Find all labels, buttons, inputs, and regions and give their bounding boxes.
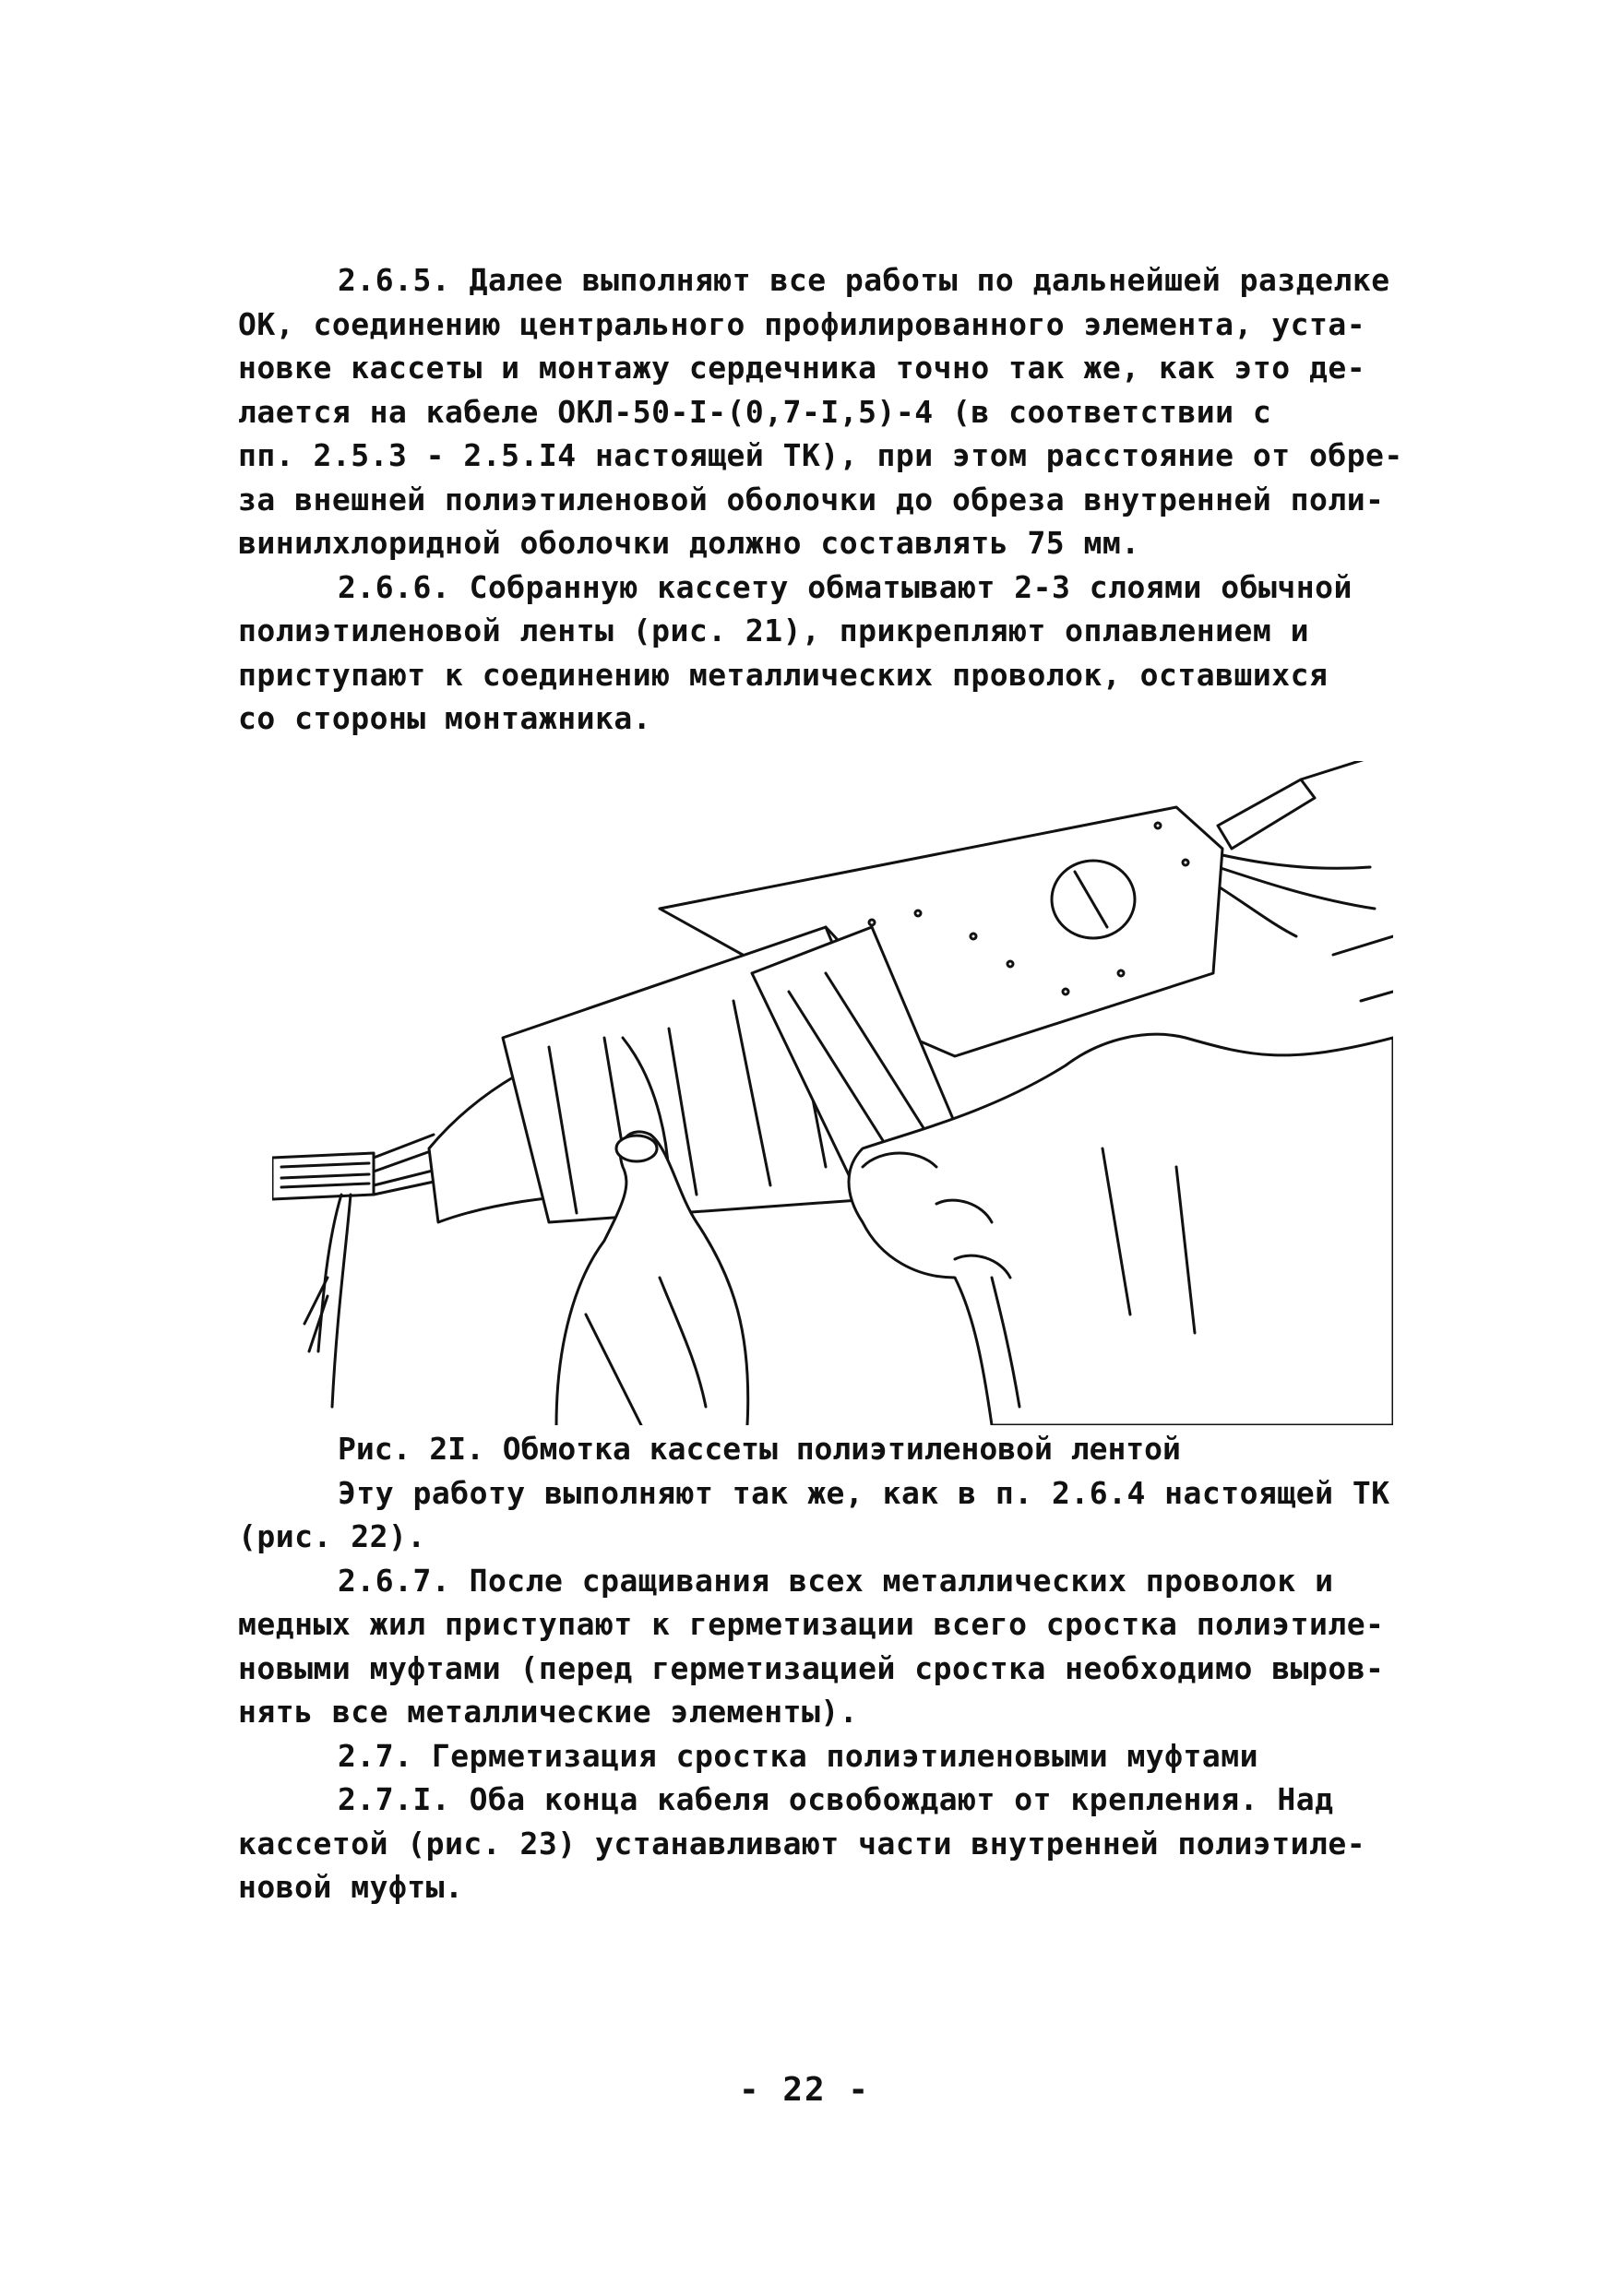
text-line: нять все металлические элементы). — [238, 1694, 859, 1730]
text-line: лается на кабеле ОКЛ-50-I-(0,7-I,5)-4 (в соответствии с — [238, 393, 1272, 430]
text-line: новыми муфтами (перед герметизацией сростка необходимо выров- — [238, 1649, 1385, 1686]
section-heading-2-7 — [238, 1734, 1393, 1779]
text-line: пп. 2.5.3 - 2.5.I4 настоящей ТК), при этом расстояние от обре- — [238, 437, 1403, 473]
text-line: кассетой (рис. 23) устанавливают части внутренней полиэтиле- — [238, 1825, 1366, 1862]
text-line: медных жил приступают к герметизации всего сростка полиэтиле- — [238, 1606, 1385, 1642]
text-line: за внешней полиэтиленовой оболочки до обреза внутренней поли- — [238, 481, 1385, 517]
text-line: 2.6.7. После сращивания всех металлических проволок и — [338, 1562, 1334, 1599]
text-line: 2.6.6. Собранную кассету обматывают 2-3 слоями обычной — [338, 568, 1353, 605]
text-line: полиэтиленовой ленты (рис. 21), прикрепляют оплавлением и — [238, 613, 1309, 648]
text-line: 2.6.5. Далее выполняют все работы по дальнейшей разделке — [338, 262, 1390, 298]
paragraph-2-6-7 — [238, 1559, 1393, 1734]
paragraph-continuation — [238, 1471, 1393, 1559]
text-line: 2.7. Герметизация сростка полиэтиленовыми муфтами — [338, 1737, 1259, 1774]
cassette-wrapping-illustration — [272, 761, 1393, 1425]
page-number: - 22 - — [738, 2071, 871, 2109]
text-line: приступают к соединению металлических проволок, оставшихся — [238, 656, 1329, 693]
text-line: новке кассеты и монтажу сердечника точно так же, как это де- — [238, 350, 1366, 386]
text-line: 2.7.I. Оба конца кабеля освобождают от крепления. Над — [338, 1781, 1334, 1817]
text-line: ОК, соединению центрального профилированного элемента, уста- — [238, 305, 1366, 342]
top-text-block — [238, 258, 1403, 741]
paragraph-2-6-6 — [238, 565, 1393, 741]
paragraph-2-6-5 — [238, 258, 1403, 565]
text-line: со стороны монтажника. — [238, 700, 652, 736]
figure-caption: Рис. 2I. Обмотка кассеты полиэтиленовой лентой — [338, 1431, 1181, 1467]
paragraph-2-7-1 — [238, 1778, 1393, 1909]
text-line: Эту работу выполняют так же, как в п. 2.6.4 настоящей ТК — [338, 1474, 1390, 1511]
bottom-text-block — [238, 1427, 1393, 1909]
text-line: винилхлоридной оболочки должно составлять 75 мм. — [238, 525, 1140, 561]
text-line: (рис. 22). — [238, 1518, 426, 1554]
text-line: новой муфты. — [238, 1869, 464, 1905]
